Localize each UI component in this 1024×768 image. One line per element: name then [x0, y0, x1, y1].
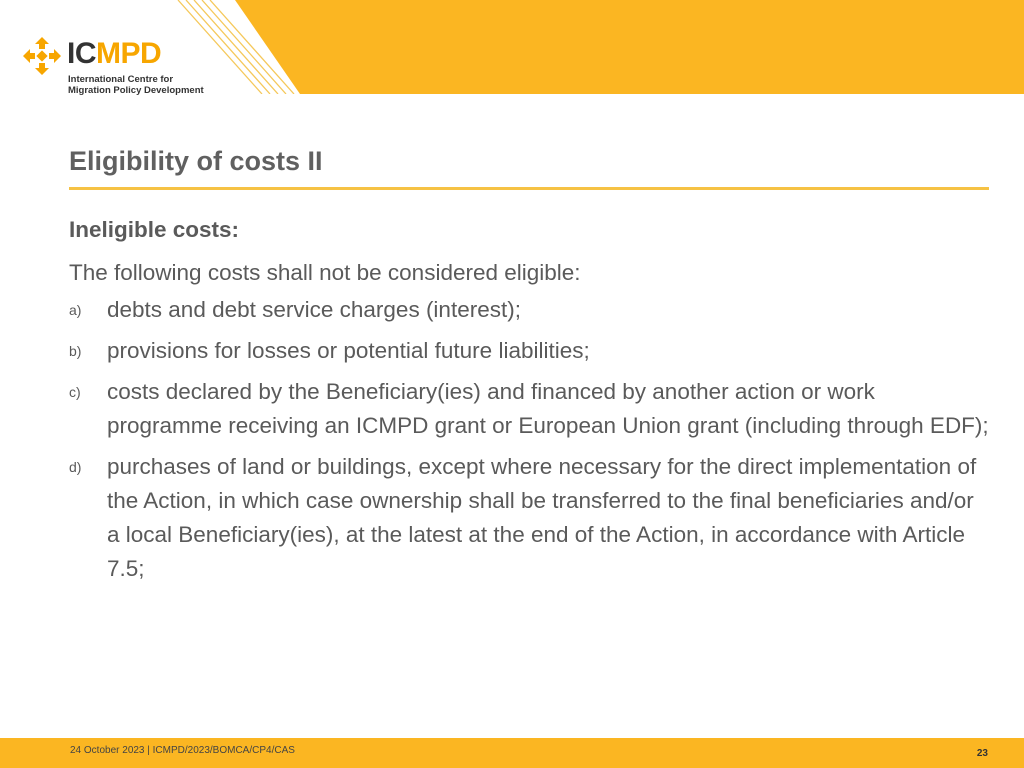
list-item-text: debts and debt service charges (interest); [107, 297, 521, 322]
logo-wordmark-ic: IC [67, 37, 96, 70]
logo-subtitle-line2: Migration Policy Development [68, 85, 204, 96]
list-item-text: purchases of land or buildings, except where necessary for the direct implementation of the Action, in which case ownership shall be transferred to the final beneficiaries and/or a local Beneficiary(ies), at the latest at the end of the Action, in accordance with Article 7.5; [107, 454, 977, 581]
subheading: Ineligible costs: [69, 217, 240, 242]
list-marker: b) [69, 343, 82, 359]
icmpd-logo [22, 36, 222, 98]
list-item-text: costs declared by the Beneficiary(ies) and financed by another action or work programme receiving an ICMPD grant or European Union grant (including through EDF); [107, 379, 989, 438]
logo-subtitle-line1: International Centre for [68, 74, 174, 85]
title-divider [69, 187, 989, 190]
logo-wordmark-mpd: MPD [96, 37, 162, 70]
logo-subtitle [68, 74, 228, 96]
list-marker: a) [69, 302, 82, 318]
list-item [69, 450, 989, 586]
list-item [69, 293, 989, 327]
logo-wordmark [67, 39, 161, 69]
intro-text: The following costs shall not be considered eligible: [69, 260, 581, 285]
slide-title: Eligibility of costs II [69, 146, 323, 176]
list-marker: c) [69, 384, 81, 400]
slide-content [69, 212, 989, 593]
list-item [69, 375, 989, 443]
ineligible-costs-list [69, 293, 989, 586]
page-number: 23 [976, 748, 988, 759]
list-item-text: provisions for losses or potential future liabilities; [107, 338, 590, 363]
icmpd-arrows-icon [22, 36, 62, 76]
footer-reference: 24 October 2023 | ICMPD/2023/BOMCA/CP4/CAS [70, 745, 295, 756]
list-marker: d) [69, 459, 82, 475]
footer-band [0, 738, 1024, 768]
list-item [69, 334, 989, 368]
